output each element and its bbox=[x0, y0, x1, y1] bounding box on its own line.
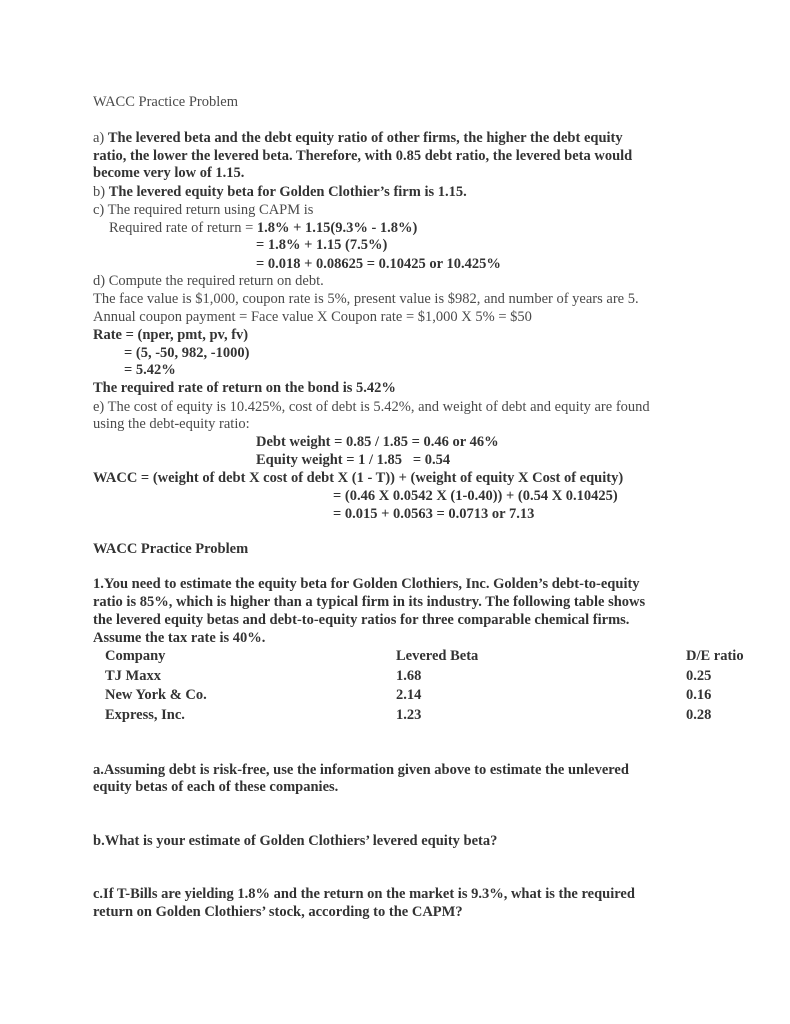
problem-title: WACC Practice Problem bbox=[93, 541, 249, 557]
answer-d-rate3: = 5.42% bbox=[124, 362, 176, 378]
answer-c-text: c) The required return using CAPM is bbox=[93, 202, 314, 218]
table-row-beta: 2.14 bbox=[396, 687, 422, 703]
answer-d-result: The required rate of return on the bond is 5.42% bbox=[93, 380, 396, 396]
answer-e-debt-weight: Debt weight = 0.85 / 1.85 = 0.46 or 46% bbox=[256, 434, 499, 450]
table-row-de: 0.28 bbox=[686, 707, 712, 723]
problem-intro-3: the levered equity betas and debt-to-equity ratios for three comparable chemical firms. bbox=[93, 612, 630, 628]
answer-b-line bbox=[93, 183, 467, 201]
problem-intro-1: 1.You need to estimate the equity beta for Golden Clothiers, Inc. Golden’s debt-to-equity bbox=[93, 576, 640, 592]
table-row-de: 0.25 bbox=[686, 668, 712, 684]
wacc-line3: = 0.015 + 0.0563 = 0.0713 or 7.13 bbox=[333, 506, 535, 522]
wacc-line2: = (0.46 X 0.0542 X (1-0.40)) + (0.54 X 0.10425) bbox=[333, 488, 618, 504]
answer-b-label: b) bbox=[93, 184, 106, 200]
table-row-beta: 1.23 bbox=[396, 707, 422, 723]
answer-b-text: The levered equity beta for Golden Clothier’s firm is 1.15. bbox=[108, 184, 467, 200]
answer-e-line2: using the debt-equity ratio: bbox=[93, 416, 250, 432]
answer-e-equity-weight: Equity weight = 1 / 1.85 = 0.54 bbox=[256, 452, 451, 468]
table-row-company: TJ Maxx bbox=[105, 668, 161, 684]
answer-d-rate1: Rate = (nper, pmt, pv, fv) bbox=[93, 327, 249, 343]
answer-a-text-1: The levered beta and the debt equity ratio of other firms, the higher the debt equity bbox=[107, 130, 623, 146]
table-row-company: New York & Co. bbox=[105, 687, 207, 703]
question-a-line2: equity betas of each of these companies. bbox=[93, 779, 339, 795]
wacc-formula: WACC = (weight of debt X cost of debt X (1 - T)) + (weight of equity X Cost of equity) bbox=[93, 470, 624, 486]
answer-d-line1: The face value is $1,000, coupon rate is 5%, present value is $982, and number of years are 5. bbox=[93, 291, 639, 307]
table-row-company: Express, Inc. bbox=[105, 707, 185, 723]
table-row-de: 0.16 bbox=[686, 687, 712, 703]
answer-e-line1: e) The cost of equity is 10.425%, cost of debt is 5.42%, and weight of debt and equity are found bbox=[93, 399, 650, 415]
answer-c-line1-prefix: Required rate of return = bbox=[109, 220, 257, 236]
table-row-beta: 1.68 bbox=[396, 668, 422, 684]
question-a-line1: a.Assuming debt is risk-free, use the information given above to estimate the unlevered bbox=[93, 762, 629, 778]
problem-intro-4: Assume the tax rate is 40%. bbox=[93, 630, 266, 646]
table-header-levered-beta: Levered Beta bbox=[396, 648, 479, 664]
question-c-line1: c.If T-Bills are yielding 1.8% and the return on the market is 9.3%, what is the required bbox=[93, 886, 635, 902]
answer-d-rate2: = (5, -50, 982, -1000) bbox=[124, 345, 250, 361]
answer-c-line1-formula: 1.8% + 1.15(9.3% - 1.8%) bbox=[256, 220, 418, 236]
answer-a-label: a) bbox=[93, 130, 105, 146]
answer-c-line1 bbox=[109, 219, 417, 237]
answer-d-line2: Annual coupon payment = Face value X Coupon rate = $1,000 X 5% = $50 bbox=[93, 309, 532, 325]
answer-d-text: d) Compute the required return on debt. bbox=[93, 273, 324, 289]
page-title: WACC Practice Problem bbox=[93, 94, 238, 110]
question-b: b.What is your estimate of Golden Clothiers’ levered equity beta? bbox=[93, 833, 498, 849]
answer-a-line1 bbox=[93, 129, 623, 147]
answer-a-text-2: ratio, the lower the levered beta. Therefore, with 0.85 debt ratio, the levered beta would bbox=[93, 148, 633, 164]
answer-c-line3: = 0.018 + 0.08625 = 0.10425 or 10.425% bbox=[256, 256, 501, 272]
table-header-de-ratio: D/E ratio bbox=[686, 648, 744, 664]
problem-intro-2: ratio is 85%, which is higher than a typical firm in its industry. The following table shows bbox=[93, 594, 646, 610]
answer-c-line2: = 1.8% + 1.15 (7.5%) bbox=[256, 237, 388, 253]
answer-a-text-3: become very low of 1.15. bbox=[93, 165, 245, 181]
question-c-line2: return on Golden Clothiers’ stock, according to the CAPM? bbox=[93, 904, 463, 920]
table-header-company: Company bbox=[105, 648, 166, 664]
